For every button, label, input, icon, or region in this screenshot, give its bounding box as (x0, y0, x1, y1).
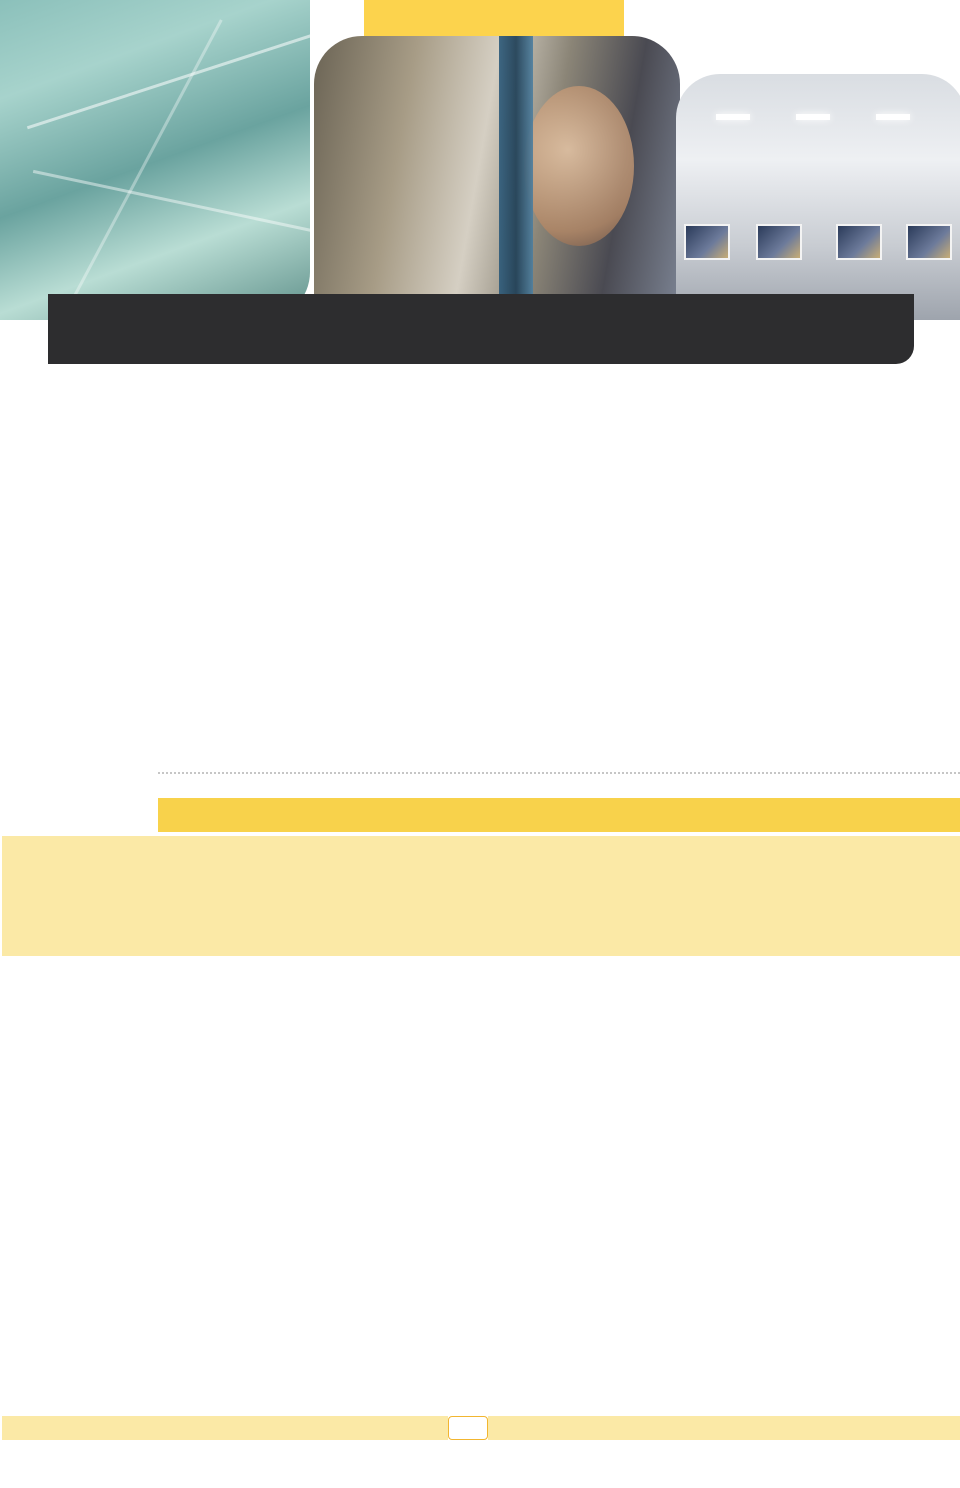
legend-middle (152, 1441, 176, 1473)
photo-gallery-interior (676, 74, 960, 320)
footer-symbols-bar (2, 1416, 448, 1440)
table-header (2, 836, 960, 956)
thickness-header (2, 836, 156, 880)
banner-title (48, 294, 914, 364)
page-number (448, 1416, 488, 1440)
photo-panels (0, 0, 310, 320)
legend-left (10, 1441, 34, 1473)
footer-discount-bar (488, 1416, 960, 1440)
material-header (158, 798, 960, 832)
photo-person-glass (314, 36, 680, 326)
price-header (158, 772, 960, 798)
